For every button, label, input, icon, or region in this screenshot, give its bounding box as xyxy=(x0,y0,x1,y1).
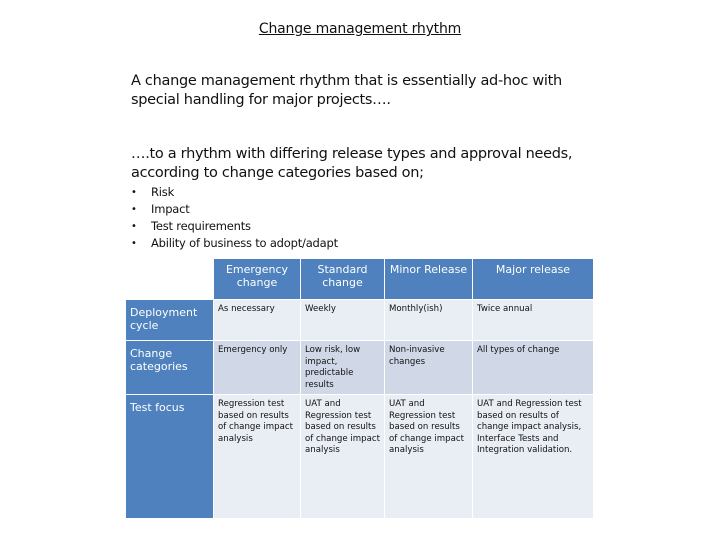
table-cell: Twice annual xyxy=(473,300,594,341)
categories-paragraph: ….to a rhythm with differing release types and approval needs, according to change categories based on; xyxy=(131,146,573,181)
list-item xyxy=(131,235,338,252)
row-label-deployment-cycle: Deployment cycle xyxy=(126,300,214,341)
list-item-text: Test requirements xyxy=(151,219,251,233)
table-corner xyxy=(126,259,214,300)
table-cell: Weekly xyxy=(301,300,385,341)
table-cell: UAT and Regression test based on results of change impact analysis xyxy=(385,395,473,519)
table-row xyxy=(126,395,594,519)
table-cell: Non-invasive changes xyxy=(385,341,473,395)
table-row xyxy=(126,341,594,395)
list-item-text: Ability of business to adopt/adapt xyxy=(151,236,338,250)
list-item xyxy=(131,218,338,235)
bullet-icon: • xyxy=(131,187,137,198)
list-item-text: Impact xyxy=(151,202,190,216)
table-cell: Emergency only xyxy=(214,341,301,395)
bullet-icon: • xyxy=(131,221,137,232)
table-row xyxy=(126,300,594,341)
bullet-icon: • xyxy=(131,204,137,215)
table-cell: As necessary xyxy=(214,300,301,341)
table-cell: UAT and Regression test based on results of change impact analysis xyxy=(301,395,385,519)
row-label-change-categories: Change categories xyxy=(126,341,214,395)
criteria-list xyxy=(131,184,338,252)
header-minor-release: Minor Release xyxy=(385,259,473,300)
header-emergency-change: Emergency change xyxy=(214,259,301,300)
header-major-release: Major release xyxy=(473,259,594,300)
row-label-test-focus: Test focus xyxy=(126,395,214,519)
table-cell: Low risk, low impact, predictable results xyxy=(301,341,385,395)
intro-paragraph: A change management rhythm that is essentially ad-hoc with special handling for major projects…. xyxy=(131,73,562,108)
list-item-text: Risk xyxy=(151,185,175,199)
table-header-row xyxy=(126,259,594,300)
list-item xyxy=(131,201,338,218)
list-item xyxy=(131,184,338,201)
table-cell: Monthly(ish) xyxy=(385,300,473,341)
release-types-table xyxy=(125,258,594,519)
table-cell: UAT and Regression test based on results of change impact analysis, Interface Tests and Integration validation. xyxy=(473,395,594,519)
bullet-icon: • xyxy=(131,238,137,249)
table-cell: All types of change xyxy=(473,341,594,395)
slide-title: Change management rhythm xyxy=(258,21,462,37)
header-standard-change: Standard change xyxy=(301,259,385,300)
table-cell: Regression test based on results of change impact analysis xyxy=(214,395,301,519)
